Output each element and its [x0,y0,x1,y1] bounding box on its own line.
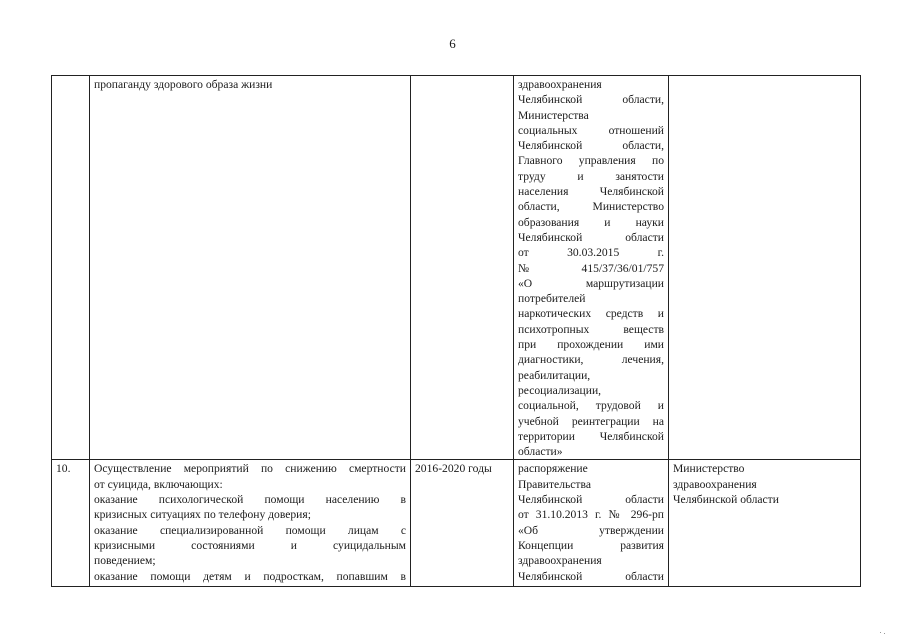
basis-line: № 415/37/36/01/757 [518,261,664,275]
basis-line: области» [518,445,563,459]
basis-line: социальной, трудовой и [518,399,664,413]
measure-description-line: поведением; [94,554,156,568]
basis-line: ресоциализации, [518,383,602,397]
executor-line: Челябинской области [673,493,779,507]
basis-line: здравоохранения [518,78,602,91]
basis-line: от 30.03.2015 г. [518,246,664,260]
basis-line: населения Челябинской [518,185,664,199]
measure-description-line: оказание специализированной помощи лицам с [94,523,406,537]
measure-description-line: кризисными состояниями и суицидальным [94,538,406,552]
basis-line: реабилитации, [518,368,591,382]
basis-line: диагностики, лечения, [518,353,664,367]
measure-description-line: оказание психологической помощи населению в [94,493,406,507]
basis-line: Челябинской области [518,230,664,244]
basis-line: Челябинской области, [518,93,664,107]
legal-basis-cell [514,76,669,460]
basis-line: Челябинской области [518,569,664,583]
measure-description-line: Осуществление мероприятий по снижению смертности [94,462,406,476]
basis-line: от 31.10.2013 г. № 296-рп [518,508,664,522]
measure-description-line: пропаганду здорового образа жизни [94,78,273,91]
executor-cell [669,76,861,460]
basis-line: наркотических средств и [518,307,664,321]
scan-speck [884,633,885,634]
measures-table [51,75,861,587]
term-cell [411,76,514,460]
basis-line: социальных отношений [518,123,664,137]
basis-line: распоряжение [518,462,588,476]
scan-speck [880,632,881,633]
basis-line: «Об утверждении [518,523,664,537]
measure-description-cell [90,76,411,460]
basis-line: потребителей [518,292,586,306]
page-number: 6 [449,36,456,51]
basis-line: труду и занятости [518,169,664,183]
term-cell: 2016-2020 годы [411,460,514,587]
basis-line: «О маршрутизации [518,276,664,290]
basis-line: территории Челябинской [518,429,664,443]
row-number-cell [52,76,90,460]
executor-line: здравоохранения [673,477,757,491]
executor-cell [669,460,861,587]
basis-line: Министерства [518,108,589,122]
basis-line: Концепции развития [518,538,664,552]
basis-line: здравоохранения [518,554,602,568]
table-row [52,460,861,587]
basis-line: Челябинской области [518,493,664,507]
table-row [52,76,861,460]
basis-line: образования и науки [518,215,664,229]
executor-line: Министерство [673,462,745,476]
basis-line: при прохождении ими [518,338,664,352]
measure-description-line: кризисных ситуациях по телефону доверия; [94,508,311,522]
basis-line: Правительства [518,477,591,491]
measure-description-line: от суицида, включающих: [94,477,223,491]
basis-line: учебной реинтеграции на [518,414,664,428]
measure-description-cell [90,460,411,587]
basis-line: области, Министерство [518,200,664,214]
legal-basis-cell [514,460,669,587]
basis-line: Главного управления по [518,154,664,168]
measure-description-line: оказание помощи детям и подросткам, попавшим в [94,569,406,583]
row-number-cell: 10. [52,460,90,587]
basis-line: психотропных веществ [518,322,664,336]
basis-line: Челябинской области, [518,139,664,153]
